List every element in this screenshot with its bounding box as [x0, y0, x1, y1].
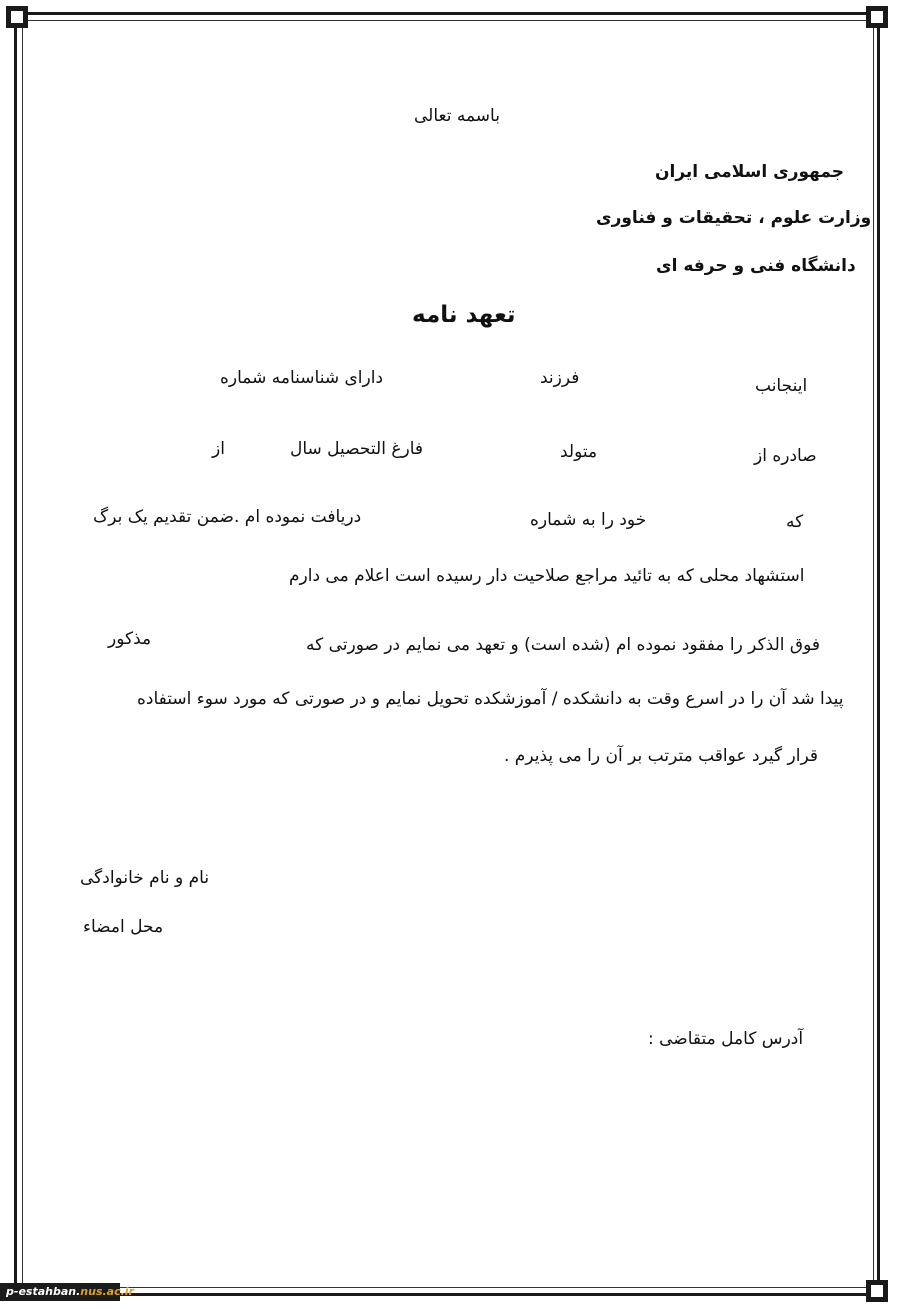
- invocation-text: باسمه تعالی: [414, 106, 500, 126]
- site-url-suffix: nus.ac.ir: [80, 1285, 134, 1298]
- university-line: دانشگاه فنی و حرفه ای: [656, 256, 856, 276]
- label-born: متولد: [560, 442, 598, 462]
- label-from: از: [212, 439, 225, 459]
- label-mentioned: مذکور: [108, 629, 152, 649]
- label-that: که: [786, 512, 804, 532]
- label-id-number: دارای شناسنامه شماره: [220, 368, 384, 388]
- country-line: جمهوری اسلامی ایران: [655, 162, 845, 182]
- label-received: دریافت نموده ام .ضمن تقدیم یک برگ: [93, 507, 362, 527]
- statement-line-7: قرار گیرد عواقب مترتب بر آن را می پذیرم .: [504, 746, 818, 766]
- site-url-prefix: p-estahban.: [6, 1285, 81, 1298]
- label-issued-from: صادره از: [754, 446, 817, 466]
- label-signature-place: محل امضاء: [83, 917, 164, 937]
- site-url-label: [0, 1283, 134, 1301]
- label-applicant: اینجانب: [755, 376, 808, 396]
- ministry-line: وزارت علوم ، تحقیقات و فناوری: [596, 208, 872, 228]
- label-graduation-year: فارغ التحصیل سال: [290, 439, 423, 459]
- statement-line-6: پیدا شد آن را در اسرع وقت به دانشکده / آموزشکده تحویل نمایم و در صورتی که مورد سوء استفاده: [137, 689, 844, 709]
- label-child-of: فرزند: [540, 368, 580, 388]
- corner-ornament-top-left: [6, 6, 28, 28]
- label-full-address: آدرس کامل متقاضی :: [648, 1029, 804, 1049]
- corner-ornament-top-right: [866, 6, 888, 28]
- document-title: تعهد نامه: [412, 302, 516, 328]
- label-full-name: نام و نام خانوادگی: [80, 868, 210, 888]
- label-by-number: خود را به شماره: [530, 510, 647, 530]
- statement-line-5: فوق الذکر را مفقود نموده ام (شده است) و تعهد می نمایم در صورتی که: [306, 635, 820, 655]
- corner-ornament-bottom-right: [866, 1280, 888, 1302]
- statement-line-4: استشهاد محلی که به تائید مراجع صلاحیت دار رسیده است اعلام می دارم: [289, 566, 805, 586]
